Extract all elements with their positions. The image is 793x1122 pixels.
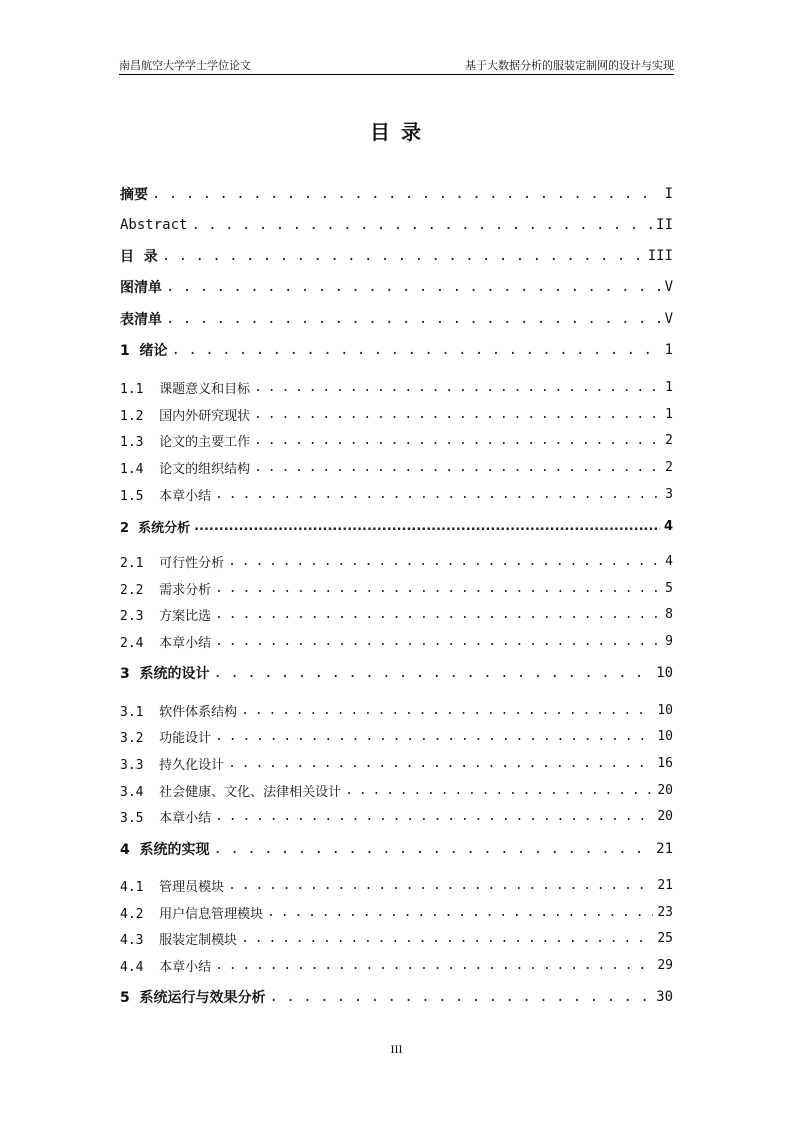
toc-entry-page: III (647, 248, 673, 264)
toc-entry-chapter-2[interactable] (120, 513, 673, 539)
toc-leader (241, 931, 653, 946)
toc-entry-3-1[interactable] (120, 697, 673, 723)
toc-entry-label: 目 录 (120, 249, 158, 265)
toc-entry-page: 10 (657, 728, 673, 744)
toc-entry-label: 图清单 (120, 280, 162, 296)
toc-entry-page: 25 (657, 930, 673, 946)
toc-leader (270, 989, 653, 1005)
toc-entry-1-5[interactable] (120, 481, 673, 507)
toc-entry-label: 1.4 论文的组织结构 (120, 461, 251, 477)
toc-entry-page: 1 (664, 342, 673, 358)
toc-leader (215, 607, 661, 622)
toc-entry-label: 5 系统运行与效果分析 (120, 990, 266, 1006)
toc-entry-page: 1 (665, 379, 673, 395)
toc-entry-3-4[interactable] (120, 777, 673, 803)
toc-entry-label: 3.4 社会健康、文化、法律相关设计 (120, 784, 342, 800)
toc-entry-label: 2.3 方案比选 (120, 608, 212, 624)
toc-entry-page: II (656, 217, 673, 233)
toc-leader (228, 756, 653, 771)
toc-entry-page: 23 (657, 904, 673, 920)
toc-leader (172, 342, 661, 358)
toc-entry-contents[interactable] (120, 243, 673, 269)
toc-entry-3-2[interactable] (120, 723, 673, 749)
toc-entry-label: 3.3 持久化设计 (120, 757, 225, 773)
toc-entry-page: 20 (657, 808, 673, 824)
toc-entry-page: 1 (665, 406, 673, 422)
toc-leader (345, 783, 653, 798)
toc-entry-label: 2.2 需求分析 (120, 582, 212, 598)
toc-entry-chapter-1[interactable] (120, 337, 673, 363)
toc-entry-4-1[interactable] (120, 872, 673, 898)
toc-entry-label: 摘要 (120, 187, 148, 203)
toc-entry-page: 3 (665, 486, 673, 502)
toc-entry-page: 4 (665, 553, 673, 569)
toc-entry-1-1[interactable] (120, 374, 673, 400)
toc-entry-label: 1.3 论文的主要工作 (120, 434, 251, 450)
toc-entry-tables[interactable] (120, 306, 673, 332)
toc-leader (228, 878, 653, 893)
toc-entry-label: 表清单 (120, 312, 162, 328)
toc-leader (254, 460, 661, 475)
header-thesis-name: 南昌航空大学学士学位论文 (119, 59, 251, 72)
toc-entry-label: 1.5 本章小结 (120, 488, 212, 504)
toc-entry-1-3[interactable] (120, 427, 673, 453)
toc-entry-label: 1 绪论 (120, 343, 168, 359)
toc-leader (215, 581, 661, 596)
toc-entry-page: 21 (656, 841, 673, 857)
toc-entry-label: 1.1 课题意义和目标 (120, 381, 251, 397)
toc-entry-label: 3.5 本章小结 (120, 810, 212, 826)
toc-entry-page: 30 (656, 989, 673, 1005)
toc-entry-chapter-5[interactable] (120, 984, 673, 1010)
toc-entry-page: 4 (663, 518, 673, 534)
toc-entry-2-3[interactable] (120, 601, 673, 627)
toc-entry-page: 8 (665, 606, 673, 622)
toc-entry-1-2[interactable] (120, 401, 673, 427)
toc-entry-page: 10 (656, 665, 673, 681)
toc-leader (166, 279, 661, 295)
page-title: 目 录 (370, 120, 423, 144)
toc-entry-label: 4.3 服装定制模块 (120, 932, 238, 948)
toc-entry-page: 5 (665, 580, 673, 596)
toc-leader (215, 809, 653, 824)
toc-entry-2-4[interactable] (120, 628, 673, 654)
toc-entry-chapter-3[interactable] (120, 660, 673, 686)
toc-entry-4-3[interactable] (120, 925, 673, 951)
toc-entry-page: I (664, 186, 673, 202)
toc-entry-page: 2 (665, 432, 673, 448)
toc-entry-label: 4 系统的实现 (120, 842, 210, 858)
toc-entry-label: 2 系统分析 (120, 520, 191, 536)
toc-entry-page: 10 (657, 702, 673, 718)
toc-entry-3-3[interactable] (120, 750, 673, 776)
header-thesis-title: 基于大数据分析的服装定制网的设计与实现 (465, 59, 674, 72)
toc-entry-label: 3.2 功能设计 (120, 730, 212, 746)
toc-leader (191, 217, 652, 233)
toc-entry-2-2[interactable] (120, 575, 673, 601)
toc-leader (254, 407, 661, 422)
toc-leader (228, 554, 661, 569)
toc-leader (166, 311, 661, 327)
toc-leader (194, 519, 660, 534)
toc-leader (215, 729, 653, 744)
toc-entry-4-2[interactable] (120, 899, 673, 925)
toc-entry-page: 9 (665, 633, 673, 649)
toc-entry-label: Abstract (120, 217, 188, 233)
toc-leader (267, 905, 653, 920)
toc-entry-page: 16 (657, 755, 673, 771)
toc-entry-page: 21 (657, 877, 673, 893)
toc-entry-label: 4.4 本章小结 (120, 959, 212, 975)
toc-leader (215, 487, 661, 502)
toc-entry-page: 29 (657, 957, 673, 973)
toc-leader (215, 958, 653, 973)
toc-entry-page: 20 (657, 782, 673, 798)
toc-entry-label: 2.4 本章小结 (120, 635, 212, 651)
toc-entry-label: 3 系统的设计 (120, 666, 210, 682)
toc-entry-label: 4.1 管理员模块 (120, 879, 225, 895)
toc-entry-abstract-cn[interactable] (120, 181, 673, 207)
toc-entry-label: 4.2 用户信息管理模块 (120, 906, 264, 922)
toc-entry-figures[interactable] (120, 274, 673, 300)
toc-entry-label: 2.1 可行性分析 (120, 555, 225, 571)
toc-leader (215, 634, 661, 649)
toc-leader (162, 248, 644, 264)
toc-entry-chapter-4[interactable] (120, 836, 673, 862)
toc-leader (214, 841, 653, 857)
toc-leader (241, 703, 653, 718)
toc-entry-label: 1.2 国内外研究现状 (120, 408, 251, 424)
toc-entry-label: 3.1 软件体系结构 (120, 704, 238, 720)
toc-entry-1-4[interactable] (120, 454, 673, 480)
toc-entry-page: V (664, 279, 673, 295)
toc-leader (214, 665, 653, 681)
page-header (119, 54, 674, 75)
toc-leader (152, 186, 661, 202)
toc-entry-page: V (664, 311, 673, 327)
toc-entry-3-5[interactable] (120, 803, 673, 829)
toc-entry-page: 2 (665, 459, 673, 475)
toc-leader (254, 380, 661, 395)
toc-entry-abstract-en[interactable] (120, 212, 673, 238)
page-number: III (390, 1042, 403, 1056)
toc-leader (254, 433, 661, 448)
toc-entry-4-4[interactable] (120, 952, 673, 978)
toc-entry-2-1[interactable] (120, 548, 673, 574)
